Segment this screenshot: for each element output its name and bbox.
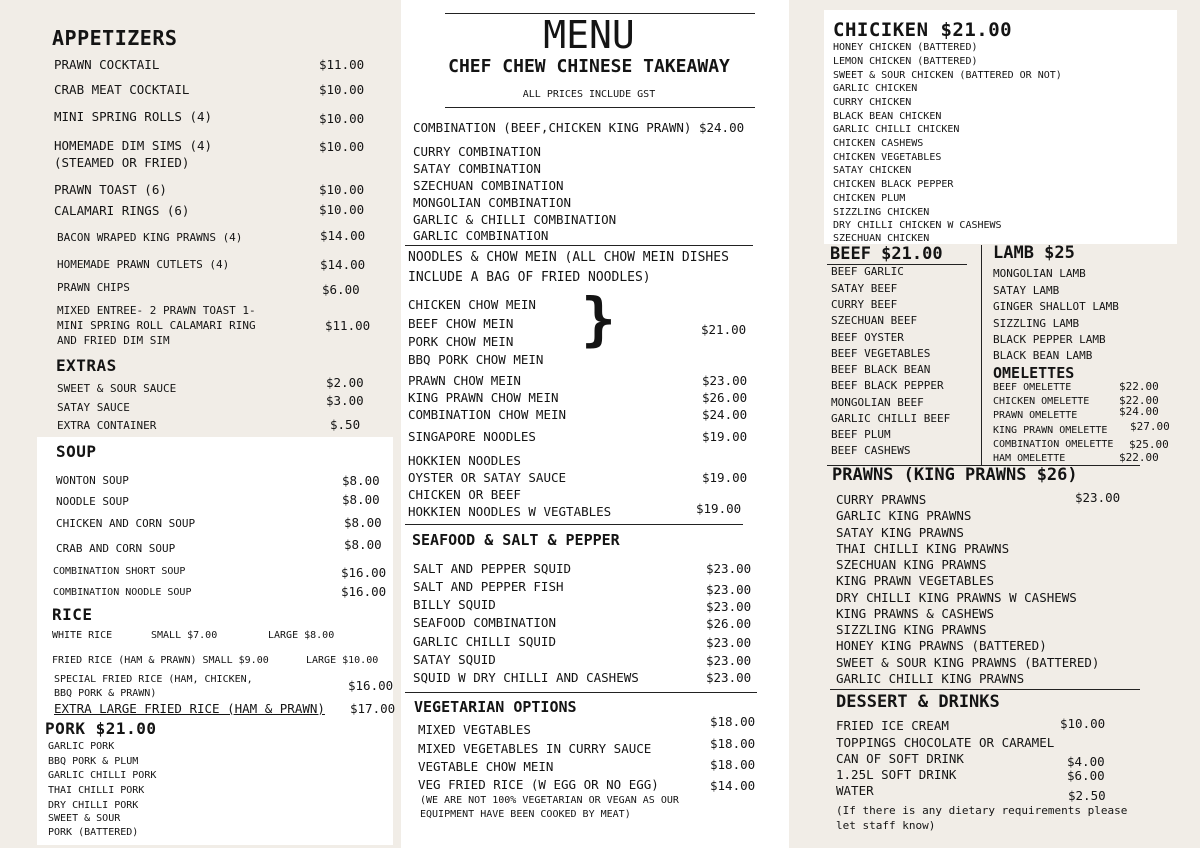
menu-item-price: $25.00 [1129,438,1169,451]
menu-item-name: KING PRAWN OMELETTE [993,425,1108,436]
menu-item-price: $23.00 [706,599,752,614]
menu-item-name: LEMON CHICKEN (BATTERED) [833,56,978,67]
menu-item-name: 1.25L SOFT DRINK [836,767,957,782]
menu-item-name: CHICKEN CHOW MEIN [408,297,536,312]
menu-item-name: BEEF BLACK PEPPER [831,379,944,392]
menu-item-price: $26.00 [702,390,748,405]
menu-item-name: MINI SPRING ROLLS (4) [54,109,213,124]
menu-item-name: SZECHUAN CHICKEN [833,233,930,244]
pork-heading: PORK $21.00 [45,719,157,738]
menu-item-price: $17.00 [350,701,396,716]
menu-item-price: $23.00 [706,561,752,576]
menu-item-price: $16.00 [341,584,387,599]
menu-item-price: $14.00 [710,778,756,793]
menu-item-name: VEG FRIED RICE (W EGG OR NO EGG) [418,777,659,792]
menu-item-name: PRAWN TOAST (6) [54,182,167,197]
menu-item-name: PRAWN CHIPS [57,281,130,294]
menu-item-name: BLACK BEAN LAMB [993,349,1093,362]
menu-item-name: GARLIC CHILLI KING PRAWNS [836,671,1025,686]
menu-item-name: MIXED ENTREE- 2 PRAWN TOAST 1- [57,304,256,317]
menu-item-name: WONTON SOUP [56,474,129,487]
menu-item-price: $22.00 [1119,380,1159,393]
menu-item-price: $11.00 [325,318,371,333]
divider [405,245,753,246]
menu-item-name: BBQ PORK CHOW MEIN [408,352,544,367]
menu-item-name: SPECIAL FRIED RICE (HAM, CHICKEN, [54,674,253,685]
menu-item-name: BEEF PLUM [831,428,891,441]
menu-item-price: $10.00 [319,139,365,154]
menu-item-name-line2: MINI SPRING ROLL CALAMARI RING [57,319,256,332]
menu-item-name: SATAY LAMB [993,284,1060,297]
menu-item-name: MIXED VEGTABLES [418,722,531,737]
menu-item-price: SMALL $7.00 [151,630,218,641]
menu-item-price: $8.00 [344,515,382,530]
menu-item-price: $8.00 [342,492,380,507]
menu-item-price: $23.00 [702,373,748,388]
menu-item-name: PRAWN CHOW MEIN [408,373,521,388]
menu-item-name: BEEF OMELETTE [993,382,1072,393]
menu-item-name: COMBINATION SHORT SOUP [53,566,186,577]
group-brace: } [581,285,616,353]
menu-item-name: MIXED VEGETABLES IN CURRY SAUCE [418,741,652,756]
menu-item-price: $23.00 [706,582,752,597]
divider [830,689,1140,690]
menu-item-name: GARLIC PORK [48,741,115,752]
menu-item-name: SALT AND PEPPER FISH [413,579,564,594]
vegetarian-heading: VEGETARIAN OPTIONS [414,698,577,716]
menu-item-name: BILLY SQUID [413,597,496,612]
menu-item-name-line2: BBQ PORK & PRAWN) [54,688,157,699]
menu-item-name: SATAY SQUID [413,652,496,667]
dessert-heading: DESSERT & DRINKS [836,692,1000,712]
column-divider [981,245,982,465]
noodles-heading: NOODLES & CHOW MEIN (ALL CHOW MEIN DISHES [408,250,729,265]
prawns-heading: PRAWNS (KING PRAWNS $26) [832,465,1078,485]
menu-item-price: $18.00 [710,736,756,751]
menu-item-price: $6.00 [1067,768,1105,783]
extras-heading: EXTRAS [56,356,117,375]
beef-heading: BEEF $21.00 [830,244,943,264]
menu-item-price: $10.00 [319,111,365,126]
menu-item-name: MONGOLIAN BEEF [831,396,924,409]
menu-item-name: PRAWN OMELETTE [993,410,1078,421]
menu-item-price: $22.00 [1119,451,1159,464]
dietary-note: (If there is any dietary requirements please [836,804,1128,817]
menu-item-name: DRY CHILLI KING PRAWNS W CASHEWS [836,590,1077,605]
menu-item-name: GARLIC CHILLI SQUID [413,634,556,649]
menu-item-name: BLACK PEPPER LAMB [993,333,1106,346]
menu-item-name: DRY CHILLI CHICKEN W CASHEWS [833,220,1002,231]
menu-item-name: DRY CHILLI PORK [48,800,139,811]
menu-item-name: CALAMARI RINGS (6) [54,203,190,218]
combination-heading: COMBINATION (BEEF,CHICKEN KING PRAWN) $24.00 [413,120,745,135]
menu-item-name: EXTRA CONTAINER [57,419,157,432]
menu-item-name: MONGOLIAN COMBINATION [413,195,572,210]
menu-item-name: FRIED RICE (HAM & PRAWN) SMALL $9.00 [52,655,269,666]
menu-item-price: $2.50 [1068,788,1106,803]
menu-item-name: PORK CHOW MEIN [408,334,514,349]
menu-item-name: HOKKIEN NOODLES [408,453,521,468]
menu-item-price: $23.00 [1075,490,1121,505]
menu-item-name: GINGER SHALLOT LAMB [993,300,1119,313]
menu-item-name: SATAY SAUCE [57,401,130,414]
menu-item-name: GARLIC COMBINATION [413,228,549,243]
menu-item-price: $23.00 [706,635,752,650]
menu-item-name: KING PRAWN CHOW MEIN [408,390,559,405]
menu-item-name: SQUID W DRY CHILLI AND CASHEWS [413,670,639,685]
menu-item-price: $24.00 [702,407,748,422]
gst-note: ALL PRICES INCLUDE GST [522,89,656,100]
menu-item-name: CURRY CHICKEN [833,97,912,108]
menu-item-name: SATAY BEEF [831,282,898,295]
menu-item-name-line2: OYSTER OR SATAY SAUCE [408,470,567,485]
menu-item-name: COMBINATION NOODLE SOUP [53,587,192,598]
menu-item-price: $24.00 [1119,405,1159,418]
menu-item-name: SIZZLING LAMB [993,317,1080,330]
menu-item-name: BEEF GARLIC [831,265,904,278]
menu-item-name: SATAY CHICKEN [833,165,912,176]
menu-item-name: CHICKEN CASHEWS [833,138,924,149]
menu-item-name: CAN OF SOFT DRINK [836,751,964,766]
menu-item-price: $16.00 [348,678,394,693]
menu-item-name: CURRY PRAWNS [836,492,927,507]
menu-item-name: GARLIC & CHILLI COMBINATION [413,212,617,227]
menu-item-name: HOMEMADE DIM SIMS (4) [54,138,213,153]
menu-item-price: $8.00 [344,537,382,552]
vegetarian-note-line2: EQUIPMENT HAVE BEEN COOKED BY MEAT) [420,809,631,820]
menu-item-name: BEEF CHOW MEIN [408,316,514,331]
menu-item-name: CHICKEN AND CORN SOUP [56,517,196,530]
menu-item-name: SIZZLING CHICKEN [833,207,930,218]
menu-item-name: MONGOLIAN LAMB [993,267,1086,280]
menu-item-price: $23.00 [706,653,752,668]
menu-item-name: SINGAPORE NOODLES [408,429,536,444]
menu-item-name: WATER [836,783,874,798]
menu-item-name: KING PRAWN VEGETABLES [836,573,995,588]
noodles-heading-line2: INCLUDE A BAG OF FRIED NOODLES) [408,270,651,285]
menu-item-name: GARLIC CHILLI PORK [48,770,157,781]
menu-item-name: CHICKEN VEGETABLES [833,152,942,163]
seafood-heading: SEAFOOD & SALT & PEPPER [412,531,620,549]
menu-item-name: HOMEMADE PRAWN CUTLETS (4) [57,258,230,271]
menu-item-name: BEEF VEGETABLES [831,347,931,360]
menu-item-name: SZECHUAN KING PRAWNS [836,557,987,572]
menu-item-name: SALT AND PEPPER SQUID [413,561,572,576]
menu-item-price: $18.00 [710,757,756,772]
menu-item-price: $19.00 [702,429,748,444]
menu-item-name: COMBINATION CHOW MEIN [408,407,567,422]
menu-item-name: SATAY COMBINATION [413,161,541,176]
chicken-heading: CHICIKEN $21.00 [833,19,1013,41]
omelettes-heading: OMELETTES [993,364,1075,382]
menu-item-name: PORK (BATTERED) [48,827,139,838]
menu-item-name: BACON WRAPED KING PRAWNS (4) [57,231,243,244]
menu-item-name-line2: (STEAMED OR FRIED) [54,155,190,170]
menu-item-name: SZECHUAN BEEF [831,314,918,327]
menu-item-name: HONEY KING PRAWNS (BATTERED) [836,638,1047,653]
menu-item-name: GARLIC CHICKEN [833,83,918,94]
divider [405,524,743,525]
menu-item-name: CURRY COMBINATION [413,144,541,159]
menu-title: MENU [543,13,635,57]
menu-item-name: FRIED ICE CREAM [836,718,949,733]
menu-item-name: HONEY CHICKEN (BATTERED) [833,42,978,53]
menu-item-price: $16.00 [341,565,387,580]
menu-item-name: HOKKIEN NOODLES W VEGTABLES [408,504,612,519]
menu-item-name: TOPPINGS CHOCOLATE OR CARAMEL [836,735,1055,750]
menu-item-name: PRAWN COCKTAIL [54,57,160,72]
menu-item-name: THAI CHILLI KING PRAWNS [836,541,1010,556]
menu-item-name: SWEET & SOUR SAUCE [57,382,177,395]
menu-item-name: SZECHUAN COMBINATION [413,178,564,193]
menu-item-name: BBQ PORK & PLUM [48,756,139,767]
menu-item-price: $19.00 [702,470,748,485]
menu-item-name: SEAFOOD COMBINATION [413,615,556,630]
menu-item-name: CHICKEN OMELETTE [993,396,1090,407]
menu-item-name: BEEF OYSTER [831,331,904,344]
menu-item-name: CURRY BEEF [831,298,898,311]
divider [445,107,755,108]
menu-item-price: $21.00 [701,322,747,337]
soup-heading: SOUP [56,442,97,461]
menu-item-price: $11.00 [319,57,365,72]
menu-item-price: $27.00 [1130,420,1170,433]
menu-item-price: $10.00 [319,202,365,217]
menu-item-price: $18.00 [710,714,756,729]
menu-item-name: WHITE RICE [52,630,113,641]
menu-item-price: $4.00 [1067,754,1105,769]
menu-item-name: SWEET & SOUR [48,813,121,824]
restaurant-name: CHEF CHEW CHINESE TAKEAWAY [448,56,730,77]
menu-item-price: $26.00 [706,616,752,631]
menu-item-price: $8.00 [342,473,380,488]
menu-item-name: VEGTABLE CHOW MEIN [418,759,554,774]
appetizers-heading: APPETIZERS [52,26,178,50]
menu-item-name: THAI CHILLI PORK [48,785,145,796]
menu-item-name: SWEET & SOUR CHICKEN (BATTERED OR NOT) [833,70,1062,81]
menu-item-name: CRAB MEAT COCKTAIL [54,82,190,97]
vegetarian-note: (WE ARE NOT 100% VEGETARIAN OR VEGAN AS OUR [420,795,679,806]
menu-item-price: $10.00 [319,182,365,197]
menu-item-name: SIZZLING KING PRAWNS [836,622,987,637]
menu-item-price: LARGE $10.00 [306,655,379,666]
center-panel [401,0,789,848]
lamb-heading: LAMB $25 [993,243,1075,263]
menu-item-name: COMBINATION OMELETTE [993,439,1114,450]
menu-item-price: $19.00 [696,501,742,516]
menu-item-price: $3.00 [326,393,364,408]
menu-item-price: $10.00 [319,82,365,97]
menu-item-name: KING PRAWNS & CASHEWS [836,606,995,621]
menu-item-name: CRAB AND CORN SOUP [56,542,176,555]
menu-item-name: GARLIC KING PRAWNS [836,508,972,523]
menu-item-name: HAM OMELETTE [993,453,1066,464]
dietary-note-line2: let staff know) [836,819,936,832]
rice-heading: RICE [52,605,93,624]
menu-item-name: CHICKEN PLUM [833,193,906,204]
left-panel [0,0,398,848]
menu-item-price: $14.00 [320,257,366,272]
menu-item-name: SWEET & SOUR KING PRAWNS (BATTERED) [836,655,1100,670]
menu-item-name: GARLIC CHILLI CHICKEN [833,124,960,135]
menu-item-price: $6.00 [322,282,360,297]
menu-item-name: SATAY KING PRAWNS [836,525,964,540]
menu-item-name: BEEF CASHEWS [831,444,911,457]
menu-item-price: $14.00 [320,228,366,243]
menu-item-name-line3: AND FRIED DIM SIM [57,334,170,347]
menu-item-name: BLACK BEAN CHICKEN [833,111,942,122]
menu-item-name: GARLIC CHILLI BEEF [831,412,951,425]
divider [405,692,757,693]
menu-item-price: $10.00 [1060,716,1106,731]
menu-item-price: $2.00 [326,375,364,390]
menu-item-price: $23.00 [706,670,752,685]
menu-item-name: EXTRA LARGE FRIED RICE (HAM & PRAWN) [54,701,325,716]
menu-item-price: $22.00 [1119,394,1159,407]
menu-item-price: $.50 [330,417,361,432]
menu-item-name: NOODLE SOUP [56,495,129,508]
menu-item-name-line3: CHICKEN OR BEEF [408,487,521,502]
menu-item-name: BEEF BLACK BEAN [831,363,931,376]
right-panel [794,0,1200,848]
menu-item-price: LARGE $8.00 [268,630,335,641]
menu-item-name: CHICKEN BLACK PEPPER [833,179,954,190]
